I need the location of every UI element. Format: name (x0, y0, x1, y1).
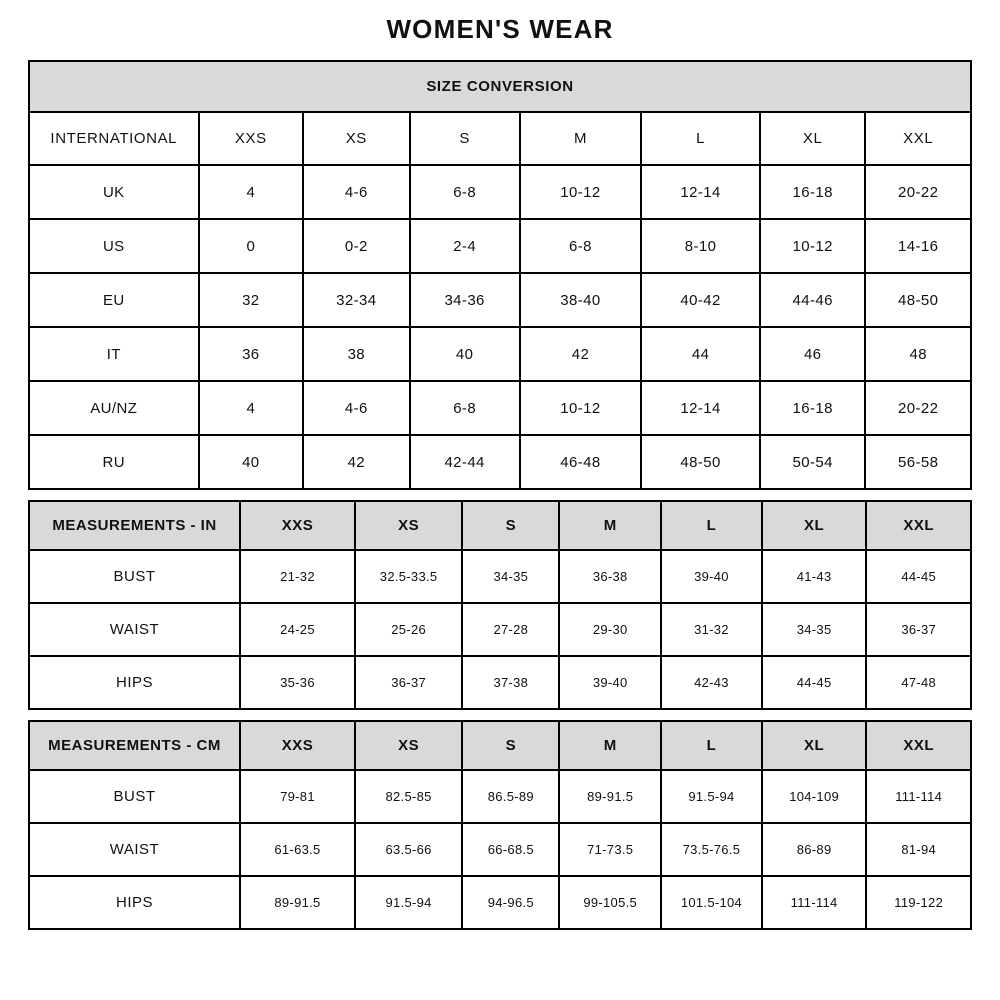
size-value-cell: 20-22 (865, 381, 971, 435)
row-label: AU/NZ (29, 381, 199, 435)
size-value-cell: 82.5-85 (355, 770, 462, 823)
table-row (29, 823, 971, 876)
size-column-header: S (462, 501, 559, 550)
size-value-cell: 24-25 (240, 603, 355, 656)
measurements-cm-table (28, 720, 972, 930)
size-value-cell: 38 (303, 327, 409, 381)
size-conversion-table (28, 60, 972, 490)
size-column-header: XL (762, 501, 867, 550)
size-value-cell: 86-89 (762, 823, 867, 876)
size-column-header: S (410, 112, 520, 165)
size-value-cell: 79-81 (240, 770, 355, 823)
size-value-cell: 4-6 (303, 381, 409, 435)
size-value-cell: 48 (865, 327, 971, 381)
row-label: BUST (29, 550, 240, 603)
size-value-cell: 48-50 (641, 435, 760, 489)
size-value-cell: 34-36 (410, 273, 520, 327)
size-value-cell: 91.5-94 (355, 876, 462, 929)
table-label-header: MEASUREMENTS - IN (29, 501, 240, 550)
size-value-cell: 21-32 (240, 550, 355, 603)
size-value-cell: 48-50 (865, 273, 971, 327)
row-label: US (29, 219, 199, 273)
size-value-cell: 12-14 (641, 381, 760, 435)
row-label: IT (29, 327, 199, 381)
column-header-row (29, 501, 971, 550)
size-column-header: XXL (866, 721, 971, 770)
table-row (29, 770, 971, 823)
size-column-header: XL (762, 721, 867, 770)
size-column-header: XXS (240, 721, 355, 770)
size-column-header: XL (760, 112, 866, 165)
size-value-cell: 29-30 (559, 603, 661, 656)
size-value-cell: 44-45 (762, 656, 867, 709)
size-column-header: M (520, 112, 642, 165)
size-value-cell: 44 (641, 327, 760, 381)
size-value-cell: 39-40 (559, 656, 661, 709)
size-value-cell: 10-12 (520, 381, 642, 435)
size-value-cell: 4 (199, 381, 304, 435)
size-value-cell: 32 (199, 273, 304, 327)
row-label: BUST (29, 770, 240, 823)
size-value-cell: 10-12 (760, 219, 866, 273)
size-value-cell: 27-28 (462, 603, 559, 656)
size-column-header: XXL (865, 112, 971, 165)
row-label: HIPS (29, 656, 240, 709)
size-value-cell: 32-34 (303, 273, 409, 327)
size-value-cell: 91.5-94 (661, 770, 762, 823)
size-value-cell: 34-35 (462, 550, 559, 603)
table-row (29, 165, 971, 219)
size-value-cell: 63.5-66 (355, 823, 462, 876)
table-row (29, 550, 971, 603)
size-conversion-body (29, 165, 971, 489)
size-value-cell: 89-91.5 (559, 770, 661, 823)
size-value-cell: 99-105.5 (559, 876, 661, 929)
size-value-cell: 56-58 (865, 435, 971, 489)
row-label: RU (29, 435, 199, 489)
column-header-row (29, 721, 971, 770)
size-value-cell: 44-45 (866, 550, 971, 603)
size-column-header: L (641, 112, 760, 165)
size-value-cell: 46 (760, 327, 866, 381)
size-column-header: XS (355, 721, 462, 770)
size-value-cell: 36 (199, 327, 304, 381)
size-value-cell: 73.5-76.5 (661, 823, 762, 876)
size-value-cell: 4 (199, 165, 304, 219)
size-value-cell: 16-18 (760, 381, 866, 435)
size-column-header: XXS (240, 501, 355, 550)
size-value-cell: 86.5-89 (462, 770, 559, 823)
size-value-cell: 36-37 (866, 603, 971, 656)
size-value-cell: 40-42 (641, 273, 760, 327)
size-value-cell: 20-22 (865, 165, 971, 219)
size-column-header: XXS (199, 112, 304, 165)
row-label: WAIST (29, 603, 240, 656)
size-value-cell: 46-48 (520, 435, 642, 489)
size-value-cell: 2-4 (410, 219, 520, 273)
size-column-header: M (559, 501, 661, 550)
size-value-cell: 66-68.5 (462, 823, 559, 876)
row-label: WAIST (29, 823, 240, 876)
table-row (29, 656, 971, 709)
column-header-row (29, 112, 971, 165)
size-value-cell: 32.5-33.5 (355, 550, 462, 603)
size-value-cell: 42-44 (410, 435, 520, 489)
size-value-cell: 6-8 (520, 219, 642, 273)
banner-row (29, 61, 971, 112)
size-value-cell: 10-12 (520, 165, 642, 219)
size-value-cell: 42 (303, 435, 409, 489)
size-column-header: M (559, 721, 661, 770)
size-value-cell: 35-36 (240, 656, 355, 709)
size-value-cell: 119-122 (866, 876, 971, 929)
size-value-cell: 61-63.5 (240, 823, 355, 876)
size-value-cell: 40 (410, 327, 520, 381)
size-value-cell: 37-38 (462, 656, 559, 709)
measurements-cm-body (29, 770, 971, 929)
size-value-cell: 34-35 (762, 603, 867, 656)
table-row (29, 435, 971, 489)
table-row (29, 327, 971, 381)
size-value-cell: 36-38 (559, 550, 661, 603)
size-value-cell: 47-48 (866, 656, 971, 709)
size-column-header: L (661, 501, 762, 550)
size-value-cell: 16-18 (760, 165, 866, 219)
table-row (29, 603, 971, 656)
size-value-cell: 8-10 (641, 219, 760, 273)
size-value-cell: 44-46 (760, 273, 866, 327)
row-label: HIPS (29, 876, 240, 929)
size-column-header: L (661, 721, 762, 770)
table-row (29, 219, 971, 273)
size-conversion-banner: SIZE CONVERSION (29, 61, 971, 112)
size-value-cell: 101.5-104 (661, 876, 762, 929)
size-value-cell: 14-16 (865, 219, 971, 273)
size-value-cell: 104-109 (762, 770, 867, 823)
size-value-cell: 31-32 (661, 603, 762, 656)
size-value-cell: 36-37 (355, 656, 462, 709)
table-label-header: MEASUREMENTS - CM (29, 721, 240, 770)
table-label-header: INTERNATIONAL (29, 112, 199, 165)
size-column-header: XXL (866, 501, 971, 550)
size-column-header: S (462, 721, 559, 770)
size-value-cell: 111-114 (762, 876, 867, 929)
size-value-cell: 81-94 (866, 823, 971, 876)
size-value-cell: 41-43 (762, 550, 867, 603)
size-value-cell: 6-8 (410, 381, 520, 435)
size-value-cell: 42 (520, 327, 642, 381)
table-row (29, 876, 971, 929)
measurements-in-table (28, 500, 972, 710)
size-column-header: XS (355, 501, 462, 550)
size-value-cell: 111-114 (866, 770, 971, 823)
row-label: UK (29, 165, 199, 219)
size-value-cell: 94-96.5 (462, 876, 559, 929)
size-value-cell: 0 (199, 219, 304, 273)
size-value-cell: 25-26 (355, 603, 462, 656)
row-label: EU (29, 273, 199, 327)
size-value-cell: 50-54 (760, 435, 866, 489)
size-value-cell: 89-91.5 (240, 876, 355, 929)
size-value-cell: 40 (199, 435, 304, 489)
size-value-cell: 12-14 (641, 165, 760, 219)
size-value-cell: 42-43 (661, 656, 762, 709)
size-value-cell: 6-8 (410, 165, 520, 219)
size-column-header: XS (303, 112, 409, 165)
table-row (29, 381, 971, 435)
size-value-cell: 4-6 (303, 165, 409, 219)
page-title: WOMEN'S WEAR (386, 14, 614, 44)
measurements-in-body (29, 550, 971, 709)
size-value-cell: 38-40 (520, 273, 642, 327)
size-value-cell: 0-2 (303, 219, 409, 273)
size-value-cell: 71-73.5 (559, 823, 661, 876)
size-value-cell: 39-40 (661, 550, 762, 603)
table-row (29, 273, 971, 327)
